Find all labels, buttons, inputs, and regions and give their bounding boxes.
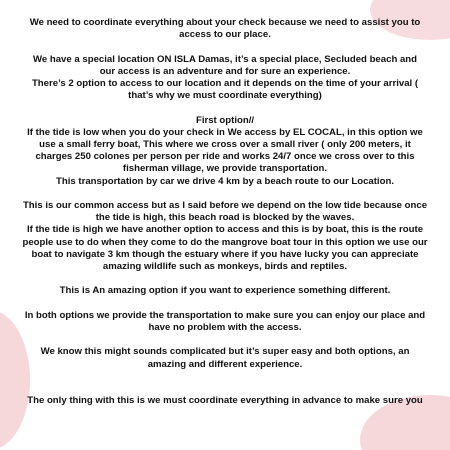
paragraph-gap xyxy=(8,371,442,383)
section-heading-first-option: First option// xyxy=(195,114,255,126)
text-line: our access is an adventure and for sure an experience. xyxy=(99,65,351,77)
paragraph-gap xyxy=(8,41,442,53)
text-line: fisherman village, we provide transportation. xyxy=(122,163,328,175)
text-line: the tide is high, this beach road is blocked by the waves. xyxy=(95,212,355,224)
text-line: This transportation by car we drive 4 km by a beach route to our Location. xyxy=(56,175,394,187)
text-line-cut-off: The only thing with this is we must coordinate everything in advance to make sure you xyxy=(27,395,423,407)
text-line: amazing and different experience. xyxy=(147,358,303,370)
text-line: boat to navigate 3 km though the estuary where if you have lucky you can appreciate xyxy=(31,248,419,260)
text-line: If the tide is high we have another option to access and this is by boat, this is the route xyxy=(26,224,424,236)
text-line: This is our common access but as I said before we depend on the low tide because once xyxy=(22,200,428,211)
text-line: There’s 2 option to access to our location and it depends on the time of your arrival ( xyxy=(31,78,419,89)
document-body xyxy=(8,17,442,407)
paragraph-gap xyxy=(8,188,442,200)
paragraph-gap xyxy=(8,102,442,114)
text-line: amazing wildlife such as monkeys, birds and reptiles. xyxy=(102,261,348,273)
text-line: In both options we provide the transportation to make sure you can enjoy our place and xyxy=(24,309,426,321)
text-line: people use to do when they come to do the mangrove boat tour in this option we use our xyxy=(22,236,428,248)
paragraph-gap xyxy=(8,334,442,346)
text-line: access to our place. xyxy=(179,29,271,41)
text-line: We need to coordinate everything about your check because we need to assist you to xyxy=(29,17,421,28)
text-line: We know this might sounds complicated but it’s super easy and both options, an xyxy=(40,346,410,358)
text-line: charges 250 colones per person per ride and works 24/7 once we cross over to this xyxy=(35,151,415,163)
text-line: have no problem with the access. xyxy=(148,322,302,333)
paragraph-gap xyxy=(8,273,442,285)
text-line: that’s why we must coordinate everything) xyxy=(128,90,322,102)
text-line: We have a special location ON ISLA Damas, it’s a special place, Secluded beach and xyxy=(32,53,418,65)
text-line: use a small ferry boat, This where we cross over a small river ( only 200 meters, it xyxy=(39,139,411,150)
text-line: If the tide is low when you do your check in We access by EL COCAL, in this option we xyxy=(27,126,423,138)
text-line: This is An amazing option if you want to experience something different. xyxy=(59,285,391,297)
paragraph-gap xyxy=(8,298,442,310)
paragraph-gap xyxy=(8,383,442,395)
